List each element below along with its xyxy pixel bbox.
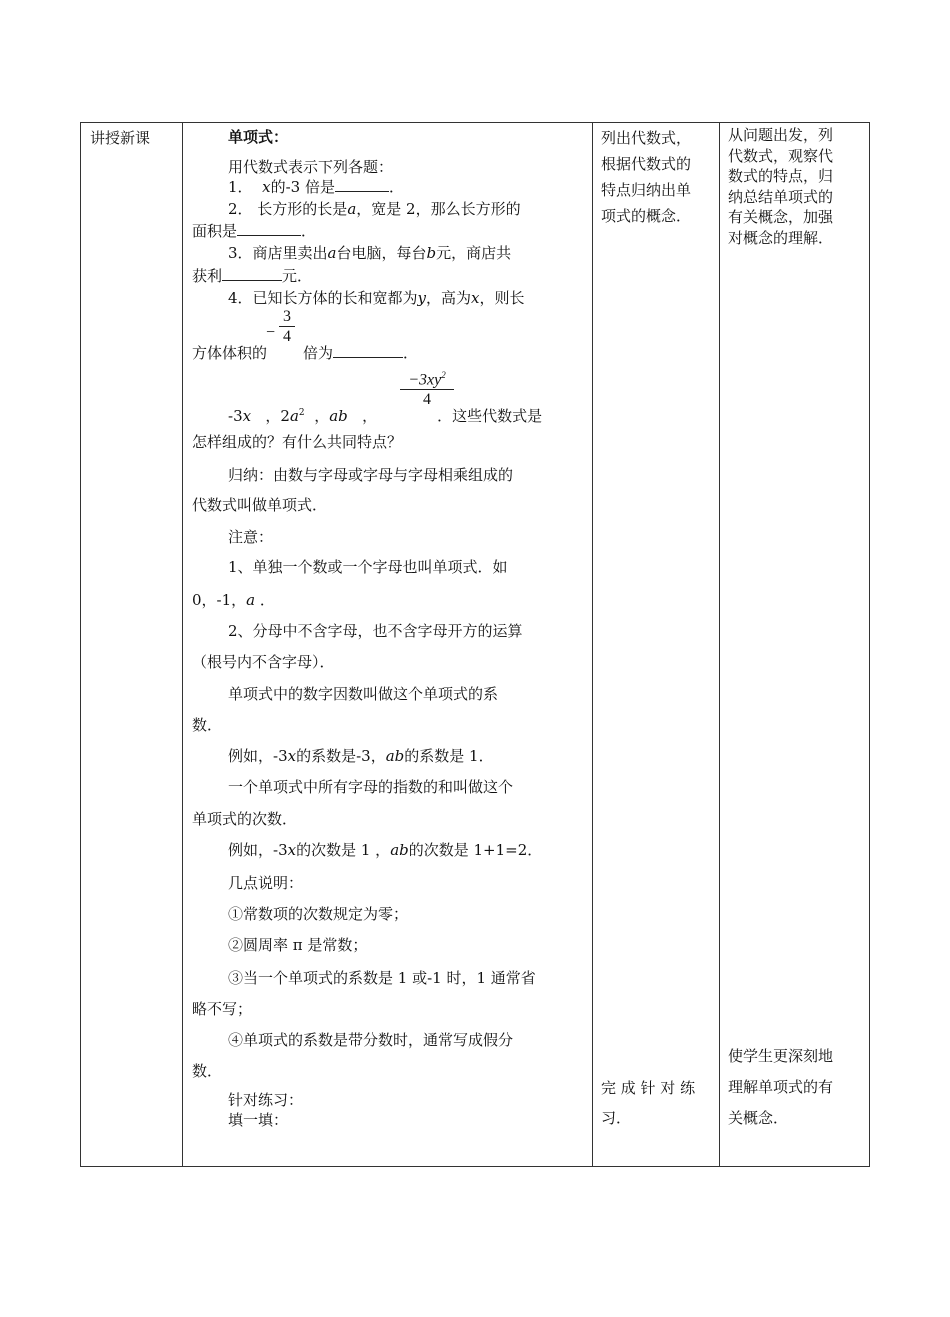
intent-text-bottom: 使学生更深刻地 理解单项式的有 关概念．: [728, 1047, 834, 1127]
answer-blank: [222, 266, 282, 281]
answer-blank: [335, 177, 389, 192]
note-1-line-2: 0，-1，a ．: [192, 591, 275, 609]
intro-line: 用代数式表示下列各题：: [228, 158, 394, 176]
degree-def-line-2: 单项式的次数．: [192, 810, 298, 828]
fraction-numerator: −3xy: [408, 371, 442, 389]
coefficient-example: 例如，-3x的系数是-3，ab的系数是 1．: [228, 747, 494, 765]
answer-blank: [333, 343, 403, 358]
note-heading: 注意：: [228, 528, 274, 546]
design-intent-cell: [719, 123, 871, 1166]
fraction-denominator: 4: [423, 391, 431, 409]
point-4-line-2: 数．: [192, 1062, 223, 1080]
question-4-line-1: 4．已知长方体的长和宽都为y，高为x，则长: [228, 289, 525, 307]
question-3-line-2: 获利 元．: [192, 267, 313, 285]
question-3-line-1: 3．商店里卖出a台电脑，每台b元，商店共: [228, 244, 512, 262]
degree-def-line-1: 一个单项式中所有字母的指数的和叫做这个: [228, 778, 514, 796]
points-heading: 几点说明：: [228, 874, 304, 892]
fraction-sign: −: [266, 324, 276, 341]
fill-in-heading: 填一填：: [228, 1111, 289, 1129]
section-title: 单项式：: [228, 128, 289, 146]
stage-label: 讲授新课: [90, 129, 151, 147]
practice-heading: 针对练习：: [228, 1091, 304, 1109]
question-2-line-2: 面积是 ．: [192, 222, 317, 240]
note-2-line-2: （根号内不含字母）．: [192, 653, 335, 671]
point-2: ②圆周率 π 是常数；: [228, 936, 368, 954]
answer-blank: [237, 221, 301, 236]
note-2-line-1: 2、分母中不含字母，也不含字母开方的运算: [228, 622, 523, 640]
fraction-numerator: 3: [283, 308, 291, 325]
content-cell: [182, 123, 592, 1166]
lesson-table: [80, 122, 870, 1167]
exponent: 2: [441, 370, 446, 380]
activity-text-top: 列出代数式， 根据代数式的 特点归纳出单 项式的概念．: [601, 129, 692, 225]
coefficient-def-line-2: 数．: [192, 716, 223, 734]
degree-example: 例如，-3x的次数是 1 ，ab的次数是 1+1=2．: [228, 841, 543, 859]
point-4-line-1: ④单项式的系数是带分数时，通常写成假分: [228, 1031, 514, 1049]
stage-cell: [81, 123, 182, 1166]
point-1: ①常数项的次数规定为零；: [228, 905, 409, 923]
intent-text-top: 从问题出发，列 代数式，观察代 数式的特点，归 纳总结单项式的 有关概念，加强 对概念的理解．: [728, 126, 834, 247]
fraction-denominator: 4: [283, 328, 291, 345]
coefficient-def-line-1: 单项式中的数字因数叫做这个单项式的系: [228, 685, 499, 703]
point-3-line-1: ③当一个单项式的系数是 1 或-1 时，1 通常省: [228, 969, 536, 987]
point-3-line-2: 略不写；: [192, 1000, 253, 1018]
student-activity-cell: [592, 123, 719, 1166]
note-1-line-1: 1、单独一个数或一个字母也叫单项式．如: [228, 558, 508, 576]
expression-question: 怎样组成的？有什么共同特点？: [192, 433, 403, 451]
question-4-line-2: 方体体积的 倍为 ．: [192, 344, 419, 362]
activity-text-bottom: 完 成 针 对 练 习．: [601, 1079, 696, 1127]
summary-line-1: 归纳：由数与字母或字母与字母相乘组成的: [228, 466, 514, 484]
expression-list: -3x ，$2a^2$ ，ab ， ．这些代数式是: [228, 407, 543, 425]
summary-line-2: 代数式叫做单项式．: [192, 496, 328, 514]
question-2-line-1: 2． 长方形的长是a，宽是 2，那么长方形的: [228, 200, 521, 218]
question-1: 1． x的-3 倍是 ．: [228, 178, 404, 196]
